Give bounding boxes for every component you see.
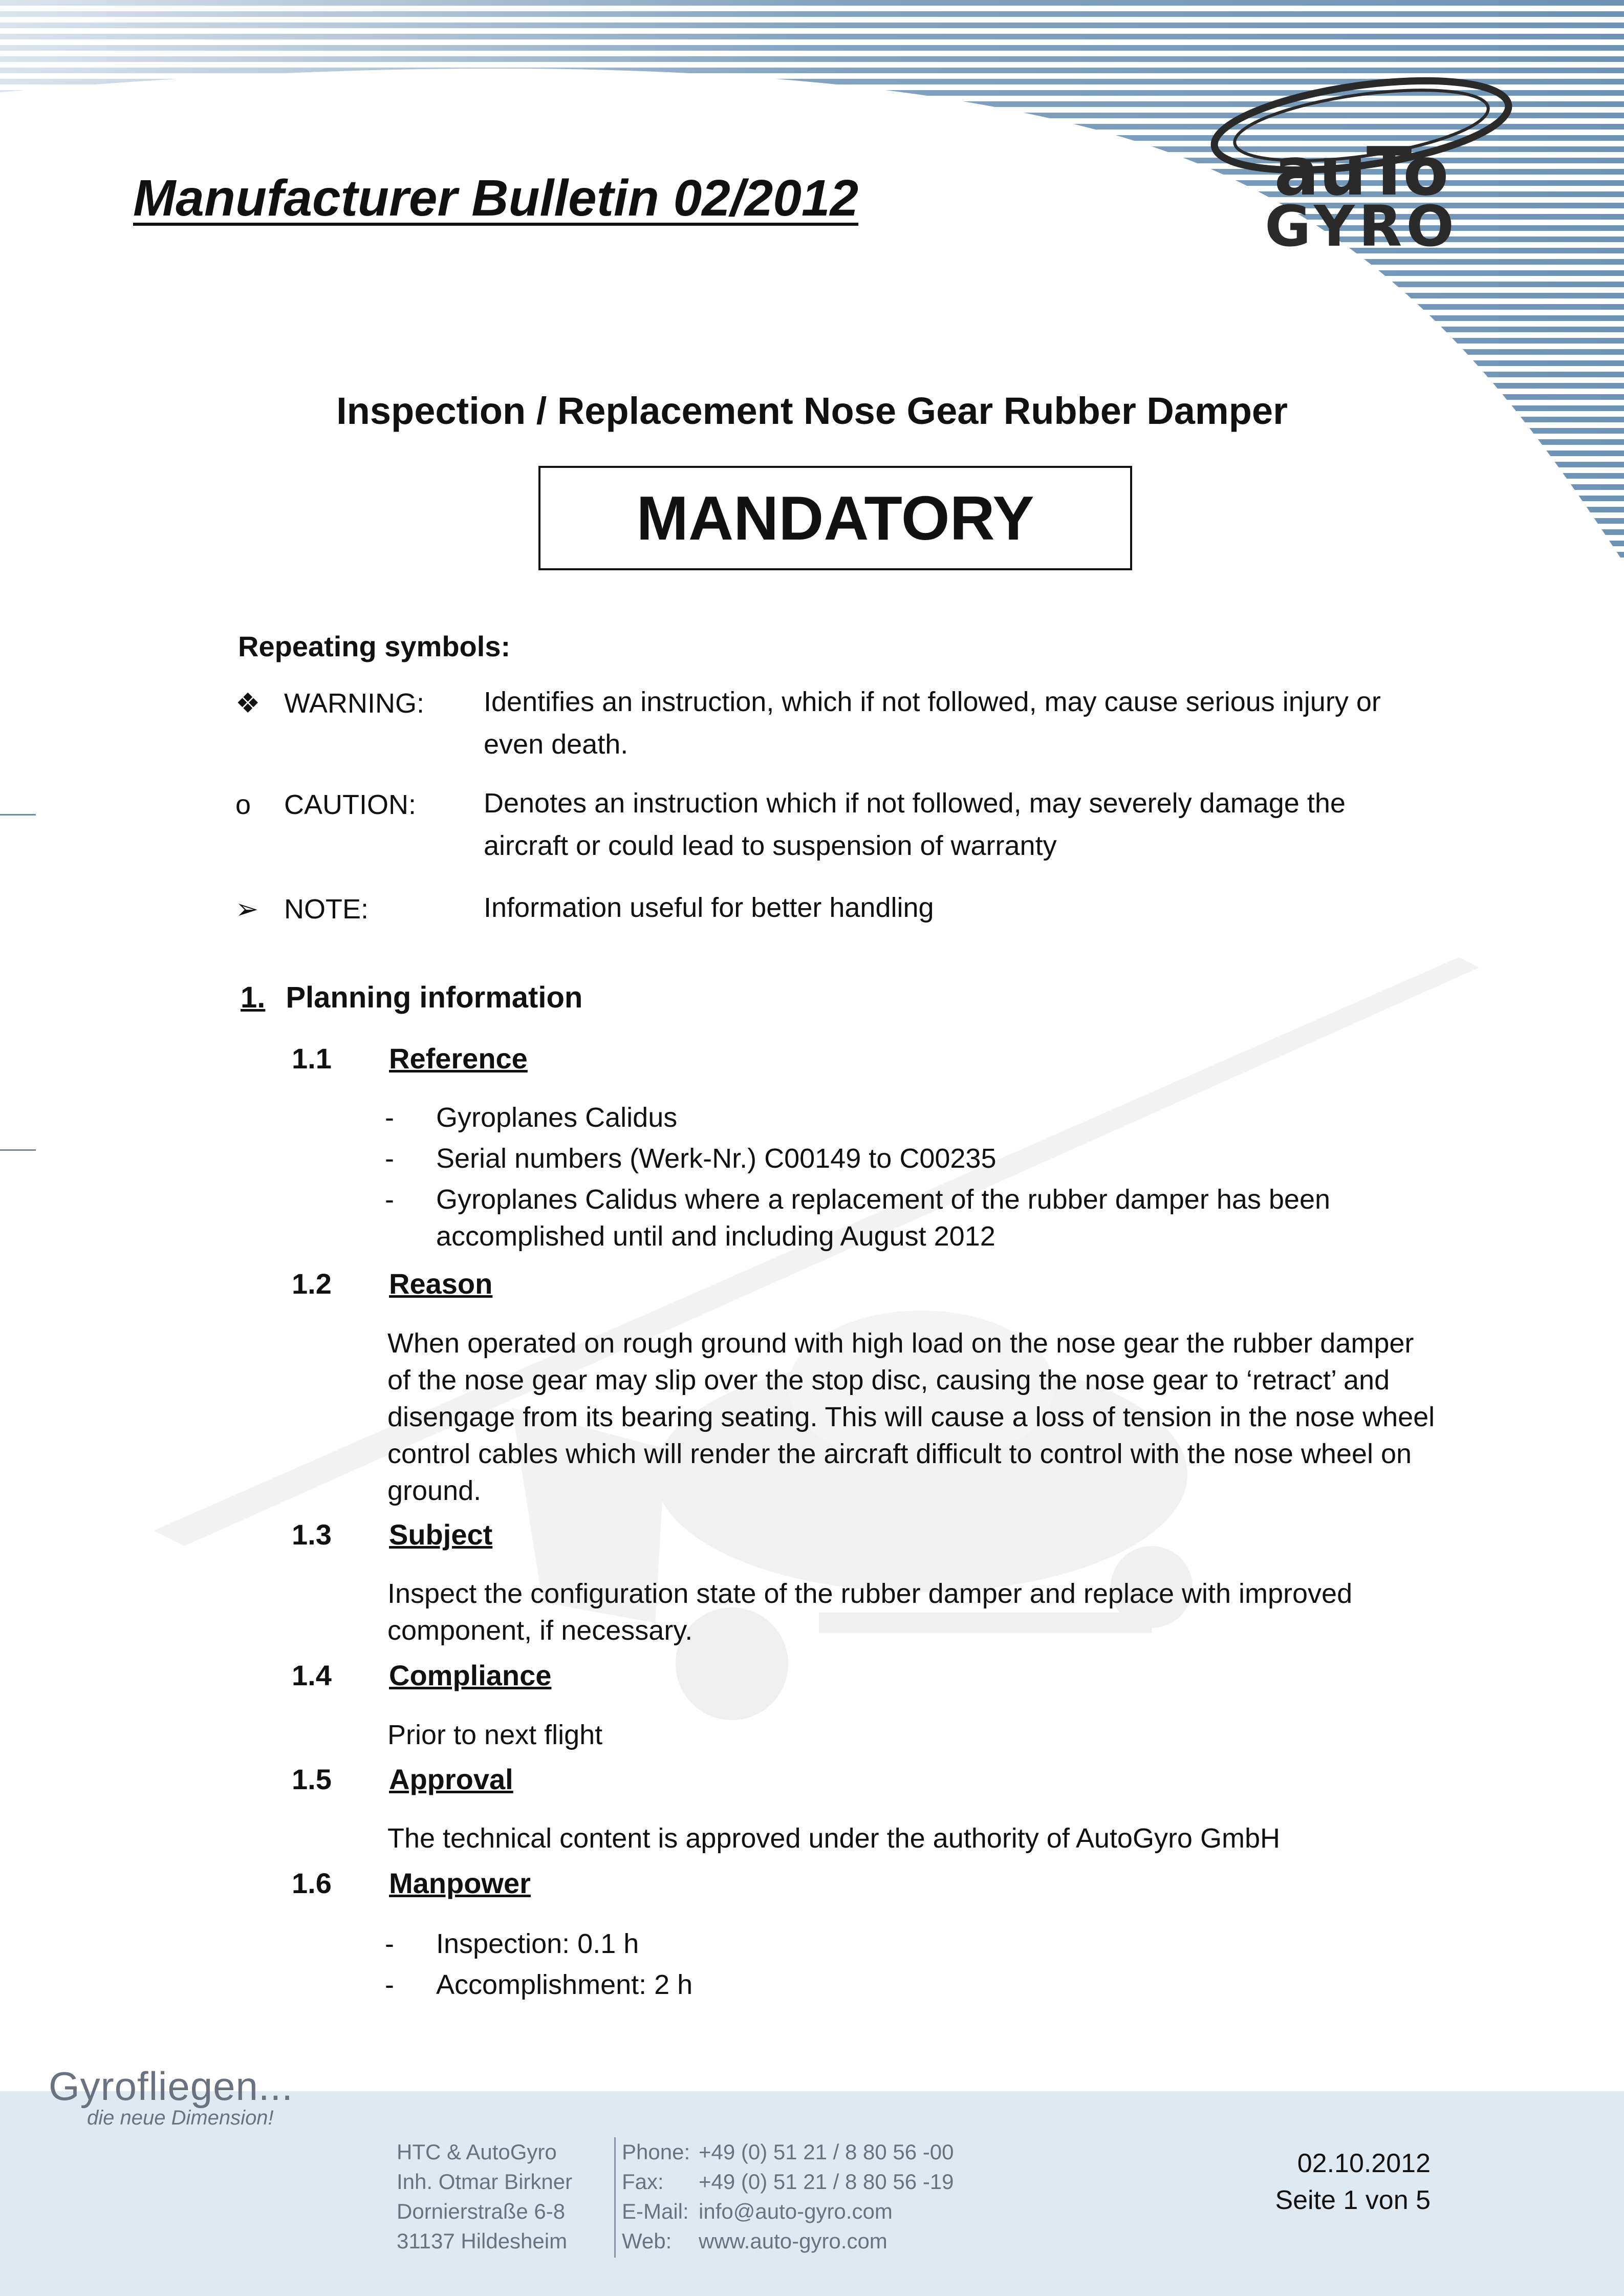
diamond-bullet-icon: ❖ [235, 688, 261, 719]
subsection-heading-subject [292, 1515, 492, 1554]
address-line: Dornierstraße 6-8 [397, 2199, 566, 2223]
list-item: - Gyroplanes Calidus [385, 1102, 678, 1133]
address-line: 31137 Hildesheim [397, 2229, 568, 2253]
section-title: Planning information [286, 981, 583, 1014]
footer-date-page [1275, 2145, 1431, 2219]
symbol-description: Information useful for better handling [484, 892, 934, 923]
footer-brand [49, 2063, 293, 2130]
footer-brand-name: Gyrofliegen... [49, 2064, 293, 2109]
email-link[interactable]: info@auto-gyro.com [699, 2199, 893, 2223]
subsection-number: 1.3 [292, 1518, 332, 1551]
contact-value: +49 (0) 51 21 / 8 80 56 -00 [699, 2140, 954, 2164]
contact-label: E-Mail: [622, 2199, 689, 2223]
manpower-list [385, 1925, 1434, 2009]
autogyro-logo [1208, 77, 1515, 261]
symbol-description: Denotes an instruction which if not followed, may severely damage the aircraft or could lead to suspension of warranty [484, 788, 1346, 861]
subsection-number: 1.2 [292, 1268, 332, 1300]
subsection-title: Manpower [389, 1867, 531, 1899]
subsection-heading-reference [292, 1039, 528, 1078]
footer-contact [622, 2137, 954, 2256]
list-item-text: Gyroplanes Calidus where a replacement of the rubber damper has been accomplished until and including August 2012 [436, 1184, 1331, 1252]
contact-label: Web: [622, 2229, 672, 2253]
side-mark-lower [0, 1149, 36, 1151]
reason-paragraph: When operated on rough ground with high load on the nose gear the rubber damper of the nose gear may slip over the stop disc, causing the nose gear to ‘retract’ and disengage from its bearing seating. This will cause a loss of tension in the nose wheel control cables which will render the aircraft difficult to control with the nose wheel on ground. [387, 1328, 1435, 1506]
subsection-heading-compliance [292, 1656, 551, 1695]
symbols-heading: Repeating symbols: [238, 630, 511, 662]
subsection-number: 1.1 [292, 1042, 332, 1075]
contact-label: Fax: [622, 2170, 664, 2194]
bulletin-title: Manufacturer Bulletin 02/2012 [133, 169, 859, 227]
contact-web [622, 2226, 954, 2256]
contact-fax [622, 2167, 954, 2197]
symbol-key: CAUTION: [284, 789, 417, 820]
logo-orbit-icon [1208, 77, 1515, 261]
website-link[interactable]: www.auto-gyro.com [699, 2229, 887, 2253]
symbol-key: NOTE: [284, 894, 369, 925]
subsection-title: Reference [389, 1042, 528, 1075]
contact-value: +49 (0) 51 21 / 8 80 56 -19 [699, 2170, 954, 2194]
list-item: - Accomplishment: 2 h [385, 1969, 693, 2000]
document-date: 02.10.2012 [1297, 2149, 1431, 2178]
mandatory-badge: MANDATORY [538, 466, 1132, 570]
subsection-number: 1.4 [292, 1659, 332, 1691]
arrow-bullet-icon: ➢ [235, 894, 259, 925]
logo-bottom-text: GYRO [1265, 194, 1458, 259]
list-item: - Inspection: 0.1 h [385, 1928, 639, 1959]
list-item-text: Gyroplanes Calidus [436, 1102, 678, 1133]
contact-label: Phone: [622, 2140, 690, 2164]
symbol-description: Identifies an instruction, which if not followed, may cause serious injury or even death. [484, 686, 1381, 760]
subsection-title: Reason [389, 1268, 493, 1300]
footer-divider [614, 2137, 616, 2258]
symbol-key: WARNING: [284, 688, 424, 719]
list-item: - Serial numbers (Werk-Nr.) C00149 to C00235 [385, 1143, 997, 1174]
approval-paragraph: The technical content is approved under the authority of AutoGyro GmbH [387, 1823, 1280, 1854]
subsection-heading-approval [292, 1760, 513, 1799]
list-item-text: Serial numbers (Werk-Nr.) C00149 to C00235 [436, 1143, 997, 1174]
section-number: 1. [241, 981, 266, 1014]
address-line: HTC & AutoGyro [397, 2140, 557, 2164]
page-number: Seite 1 von 5 [1275, 2185, 1431, 2215]
subsection-title: Compliance [389, 1659, 552, 1691]
list-item-text: Inspection: 0.1 h [436, 1928, 639, 1959]
subsection-number: 1.5 [292, 1763, 332, 1795]
subsection-title: Subject [389, 1518, 493, 1551]
footer-address [397, 2137, 572, 2256]
subsection-title: Approval [389, 1763, 513, 1795]
footer-tagline: die neue Dimension! [87, 2107, 274, 2129]
bulletin-subtitle: Inspection / Replacement Nose Gear Rubber Damper [336, 390, 1288, 432]
contact-email [622, 2197, 954, 2226]
compliance-paragraph: Prior to next flight [387, 1720, 603, 1750]
contact-phone [622, 2137, 954, 2167]
logo-top-text: auTo [1274, 133, 1449, 210]
address-line: Inh. Otmar Birkner [397, 2170, 573, 2194]
list-item: - Gyroplanes Calidus where a replacement of the rubber damper has been accomplished until and including August 2012 [385, 1184, 1331, 1252]
subsection-heading-reason [292, 1264, 492, 1303]
reference-list [385, 1099, 1434, 1261]
circle-bullet-icon: o [235, 789, 251, 820]
subject-paragraph: Inspect the configuration state of the rubber damper and replace with improved component, if necessary. [387, 1578, 1353, 1646]
subsection-number: 1.6 [292, 1867, 332, 1899]
subsection-heading-manpower [292, 1864, 531, 1903]
list-item-text: Accomplishment: 2 h [436, 1969, 693, 2000]
section-heading [241, 978, 582, 1018]
side-mark-upper [0, 814, 36, 816]
